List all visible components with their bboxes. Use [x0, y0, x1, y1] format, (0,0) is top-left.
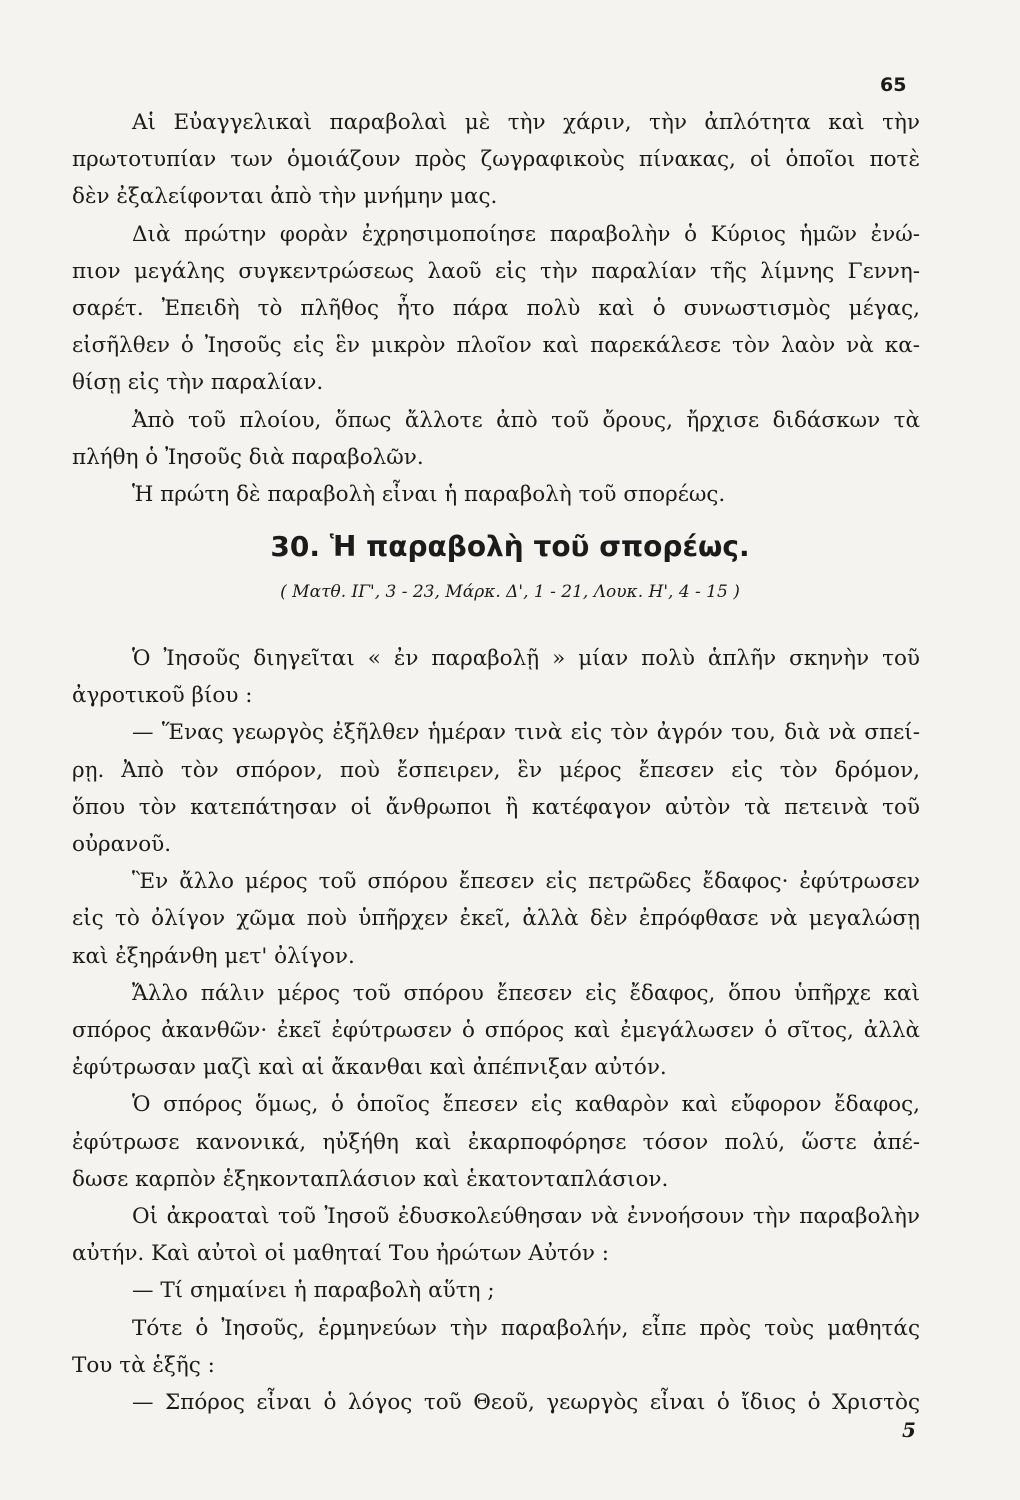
body-text-2 — [72, 640, 920, 1421]
text-line: δὲν ἐξαλείφονται ἀπὸ τὴν μνήμην μας. — [72, 184, 498, 210]
text-line: πιον μεγάλης συγκεντρώσεως λαοῦ εἰς τὴν παραλίαν τῆς λίμνης Γεννη- — [72, 258, 920, 284]
text-line: σπόρος ἀκανθῶν· ἐκεῖ ἐφύτρωσεν ὁ σπόρος καὶ ἐμεγάλωσεν ὁ σῖτος, ἀλλὰ — [72, 1018, 920, 1044]
text-line: Ἓν ἄλλο μέρος τοῦ σπόρου ἔπεσεν εἰς πετρῶδες ἔδαφος· ἐφύτρωσεν — [132, 869, 920, 895]
text-line: πλήθη ὁ Ἰησοῦς διὰ παραβολῶν. — [72, 444, 424, 470]
text-line: πρωτοτυπίαν των ὁμοιάζουν πρὸς ζωγραφικοὺς πίνακας, οἱ ὁποῖοι ποτὲ — [72, 147, 920, 173]
text-line: ὅπου τὸν κατεπάτησαν οἱ ἄνθρωποι ἢ κατέφαγον αὐτὸν τὰ πετεινὰ τοῦ — [72, 794, 920, 820]
text-line: — Τί σημαίνει ἡ παραβολὴ αὕτη ; — [132, 1278, 495, 1304]
text-line: καὶ ἐξηράνθη μετ' ὀλίγον. — [72, 943, 355, 969]
text-line: Τότε ὁ Ἰησοῦς, ἑρμηνεύων τὴν παραβολήν, εἶπε πρὸς τοὺς μαθητάς — [132, 1315, 920, 1341]
text-line: Ἄλλο πάλιν μέρος τοῦ σπόρου ἔπεσεν εἰς ἔδαφος, ὅπου ὑπῆρχε καὶ — [132, 980, 920, 1006]
text-line: εἰσῆλθεν ὁ Ἰησοῦς εἰς ἓν μικρὸν πλοῖον καὶ παρεκάλεσε τὸν λαὸν νὰ κα- — [72, 333, 920, 359]
text-line: δωσε καρπὸν ἑξηκονταπλάσιον καὶ ἑκατονταπλάσιον. — [72, 1166, 669, 1192]
text-line: ρῃ. Ἀπὸ τὸν σπόρον, ποὺ ἔσπειρεν, ἓν μέρος ἔπεσεν εἰς τὸν δρόμον, — [72, 757, 920, 783]
text-line: Ἀπὸ τοῦ πλοίου, ὅπως ἄλλοτε ἀπὸ τοῦ ὄρους, ἤρχισε διδάσκων τὰ — [132, 407, 920, 433]
signature-mark: 5 — [902, 1418, 916, 1442]
text-line: θίσῃ εἰς τὴν παραλίαν. — [72, 370, 324, 396]
text-line: Ἡ πρώτη δὲ παραβολὴ εἶναι ἡ παραβολὴ τοῦ σπορέως. — [132, 482, 726, 508]
text-line: Διὰ πρώτην φορὰν ἐχρησιμοποίησε παραβολὴν ὁ Κύριος ἡμῶν ἐνώ- — [132, 221, 920, 247]
text-line: Αἱ Εὐαγγελικαὶ παραβολαὶ μὲ τὴν χάριν, τὴν ἀπλότητα καὶ τὴν — [132, 110, 920, 135]
text-line: Ὁ Ἰησοῦς διηγεῖται « ἐν παραβολῇ » μίαν πολὺ ἁπλῆν σκηνὴν τοῦ — [132, 646, 920, 671]
body-text — [72, 104, 920, 513]
page-number: 65 — [880, 74, 907, 96]
text-line: ἀγροτικοῦ βίου : — [72, 683, 253, 709]
section-heading: 30. Ἡ παραβολὴ τοῦ σπορέως. — [270, 530, 750, 563]
text-line: Οἱ ἀκροαταὶ τοῦ Ἰησοῦ ἐδυσκολεύθησαν νὰ ἐννοήσουν τὴν παραβολὴν — [132, 1204, 920, 1230]
text-line: ἐφύτρωσαν μαζὶ καὶ αἱ ἄκανθαι καὶ ἀπέπνιξαν αὐτόν. — [72, 1055, 667, 1081]
text-line: αὐτήν. Καὶ αὐτοὶ οἱ μαθηταί Του ἠρώτων Αὐτόν : — [72, 1241, 609, 1267]
text-line: ἐφύτρωσε κανονικά, ηὐξήθη καὶ ἐκαρποφόρησε τόσον πολύ, ὥστε ἀπέ- — [72, 1129, 920, 1155]
text-line: — Ἕνας γεωργὸς ἐξῆλθεν ἡμέραν τινὰ εἰς τὸν ἀγρόν του, διὰ νὰ σπεί- — [132, 720, 920, 746]
text-line: Του τὰ ἑξῆς : — [72, 1352, 215, 1378]
text-line: σαρέτ. Ἐπειδὴ τὸ πλῆθος ἦτο πάρα πολὺ καὶ ὁ συνωστισμὸς μέγας, — [72, 296, 920, 322]
text-line: εἰς τὸ ὀλίγον χῶμα ποὺ ὑπῆρχεν ἐκεῖ, ἀλλὰ δὲν ἐπρόφθασε νὰ μεγαλώσῃ — [72, 906, 920, 932]
text-line: οὐρανοῦ. — [72, 832, 172, 858]
text-line: — Σπόρος εἶναι ὁ λόγος τοῦ Θεοῦ, γεωργὸς εἶναι ὁ ἴδιος ὁ Χριστὸς — [132, 1390, 920, 1416]
text-line: Ὁ σπόρος ὅμως, ὁ ὁποῖος ἔπεσεν εἰς καθαρὸν καὶ εὔφορον ἔδαφος, — [132, 1092, 920, 1118]
scripture-reference: ( Ματθ. ΙΓ', 3 - 23, Μάρκ. Δ', 1 - 21, Λουκ. Η', 4 - 15 ) — [280, 582, 740, 602]
